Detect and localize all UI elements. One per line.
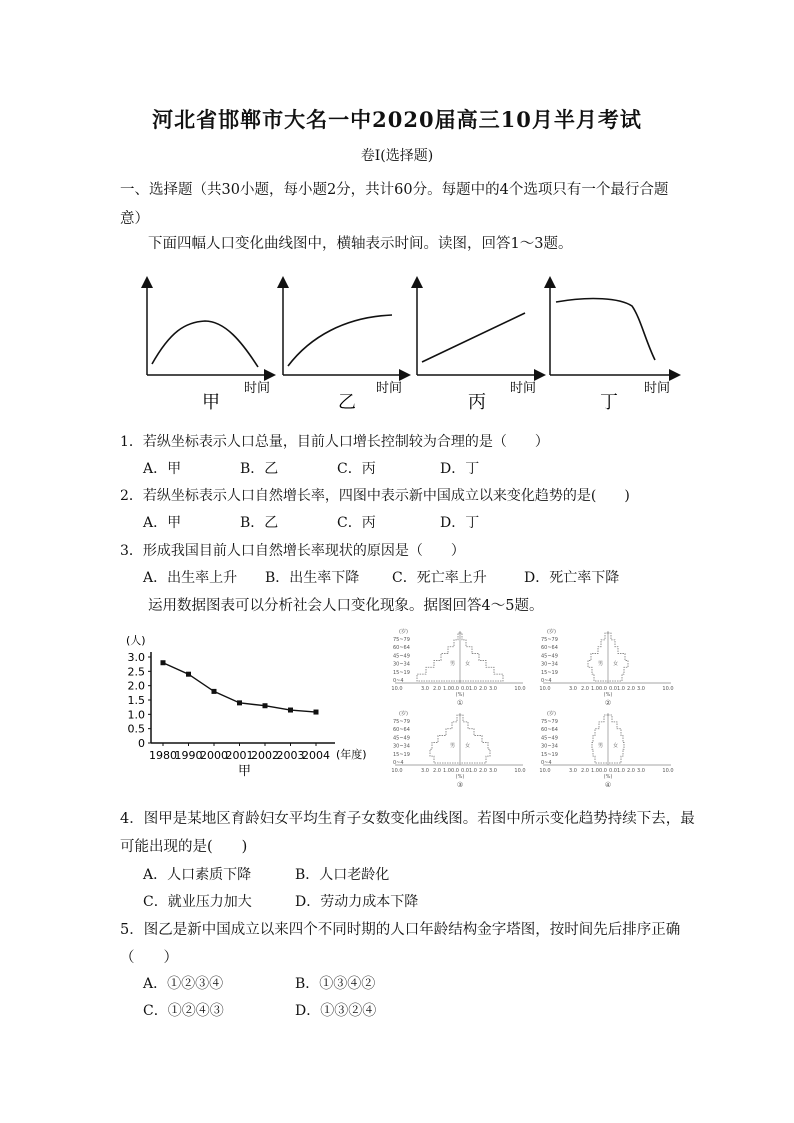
intro-text-1: 下面四幅人口变化曲线图中，横轴表示时间。读图，回答1～3题。 bbox=[148, 236, 573, 252]
pyramid-male-label: 男 bbox=[450, 743, 456, 749]
question-4-stem-line2: 可能出现的是( ) bbox=[120, 839, 248, 855]
section-instruction-line2: 意） bbox=[120, 211, 149, 227]
question-4-option-c[interactable]: C．就业压力加大 bbox=[143, 894, 252, 910]
pyramid-x-tick-label: 3.0 bbox=[569, 686, 577, 692]
chart-data-point bbox=[212, 689, 217, 694]
pyramid-age-label: 15~19 bbox=[541, 669, 558, 676]
chart-x-tick-label: 2001 bbox=[225, 749, 254, 762]
pyramid-number-label: ④ bbox=[604, 781, 612, 789]
pyramid-x-tick-label: 1.0 bbox=[443, 768, 451, 774]
pyramid-x-tick-label: 10.0 bbox=[391, 686, 403, 692]
pyramid-age-label: 0~4 bbox=[541, 678, 552, 684]
curve-chart-jia bbox=[147, 282, 270, 413]
pyramid-axis-unit: (%) bbox=[455, 774, 465, 780]
chart-data-point bbox=[263, 703, 268, 708]
pyramid-axis-unit: (%) bbox=[603, 692, 613, 698]
curve-jia-label: 甲 bbox=[202, 392, 220, 413]
pyramid-age-label: 30~34 bbox=[541, 743, 558, 750]
pyramid-age-label: 60~64 bbox=[541, 645, 558, 652]
question-5-option-b[interactable]: B．①③④② bbox=[295, 976, 376, 992]
question-5-option-c[interactable]: C．①②④③ bbox=[143, 1003, 224, 1019]
curve-ding bbox=[556, 299, 655, 360]
pyramid-male-bars bbox=[592, 715, 608, 763]
pyramid-x-tick-label: 2.0 bbox=[581, 686, 589, 692]
chart-y-tick-label: 0 bbox=[138, 737, 145, 750]
pyramid-x-tick-label: 10.0 bbox=[539, 686, 551, 692]
chart-x-tick-label: 2003 bbox=[276, 749, 305, 762]
curve-jia bbox=[152, 321, 258, 367]
pyramid-x-tick-label: 3.0 bbox=[421, 768, 429, 774]
pyramid-x-tick-label: 2.0 bbox=[581, 768, 589, 774]
curve-yi bbox=[288, 315, 392, 366]
chart-x-tick-label: 1980 bbox=[149, 749, 177, 762]
pyramid-x-tick-label: 0.0 bbox=[461, 686, 469, 692]
pyramid-female-bars bbox=[608, 633, 628, 681]
pyramid-female-bars bbox=[460, 633, 503, 681]
curve-bing-label: 丙 bbox=[468, 392, 486, 413]
question-3-option-b[interactable]: B．出生率下降 bbox=[265, 570, 360, 586]
pyramid-age-label: 45~49 bbox=[393, 735, 410, 742]
pyramid-age-label: 60~64 bbox=[393, 645, 410, 652]
question-2-stem: 2．若纵坐标表示人口自然增长率，四图中表示新中国成立以来变化趋势的是( ) bbox=[120, 488, 630, 504]
pyramid-age-label: 60~64 bbox=[393, 727, 410, 734]
section-instruction-line1: 一、选择题（共30小题，每小题2分，共计60分。每题中的4个选项只有一个最行合题 bbox=[120, 182, 669, 198]
pyramid-axis-unit: (%) bbox=[455, 692, 465, 698]
chart-xlabel: (年度) bbox=[336, 748, 367, 761]
pyramid-female-bars bbox=[608, 715, 624, 763]
pyramid-female-label: 女 bbox=[465, 743, 471, 749]
pyramid-x-tick-label: 10.0 bbox=[514, 768, 526, 774]
chart-x-tick-label: 2004 bbox=[302, 749, 330, 762]
pyramid-x-tick-label: 10.0 bbox=[662, 768, 674, 774]
pyramid-x-tick-label: 1.0 bbox=[591, 768, 599, 774]
chart-x-tick-label: 2000 bbox=[200, 749, 228, 762]
chart-data-point bbox=[161, 660, 166, 665]
question-3-option-d[interactable]: D．死亡率下降 bbox=[524, 570, 620, 586]
pyramid-age-unit: (岁) bbox=[547, 711, 556, 717]
chart-y-tick-label: 0.5 bbox=[127, 722, 145, 736]
question-3-stem: 3．形成我国目前人口自然增长率现状的原因是（ ） bbox=[120, 543, 465, 559]
question-5-stem-line2: （ ） bbox=[120, 950, 178, 966]
question-5-option-d[interactable]: D．①③②④ bbox=[295, 1003, 377, 1019]
chart-data-point bbox=[288, 708, 293, 713]
pyramid-female-label: 女 bbox=[613, 661, 619, 667]
pyramid-number-label: ③ bbox=[456, 781, 464, 789]
chart-y-tick-label: 1.5 bbox=[127, 694, 145, 707]
pyramid-male-label: 男 bbox=[598, 743, 604, 749]
pyramid-x-tick-label: 3.0 bbox=[421, 686, 429, 692]
pyramid-number-label: ② bbox=[604, 699, 612, 707]
pyramid-x-tick-label: 3.0 bbox=[569, 768, 577, 774]
pyramid-age-label: 15~19 bbox=[393, 669, 410, 676]
pyramid-age-unit: (岁) bbox=[399, 711, 408, 717]
question-3-option-c[interactable]: C．死亡率上升 bbox=[392, 570, 487, 586]
pyramid-age-unit: (岁) bbox=[547, 629, 556, 635]
pyramid-male-label: 男 bbox=[598, 661, 604, 667]
curve-chart-yi bbox=[283, 282, 405, 413]
pyramid-x-tick-label: 10.0 bbox=[514, 686, 526, 692]
pyramid-age-label: 30~34 bbox=[393, 661, 410, 668]
population-pyramid-3 bbox=[391, 710, 525, 789]
pyramid-age-label: 45~49 bbox=[393, 653, 410, 660]
question-1-option-d[interactable]: D．丁 bbox=[440, 461, 480, 477]
population-pyramid-4 bbox=[539, 710, 673, 789]
chart-data-point bbox=[314, 710, 319, 715]
pyramid-x-tick-label: 0.0 bbox=[599, 686, 607, 692]
question-4-option-d[interactable]: D．劳动力成本下降 bbox=[295, 894, 419, 910]
section-subtitle: 卷Ⅰ(选择题) bbox=[360, 148, 434, 164]
question-3-option-a[interactable]: A．出生率上升 bbox=[143, 570, 238, 586]
pyramid-x-tick-label: 3.0 bbox=[637, 686, 645, 692]
pyramid-x-tick-label: 1.0 bbox=[469, 686, 477, 692]
question-2-option-a[interactable]: A．甲 bbox=[143, 515, 182, 531]
chart-y-tick-label: 3.0 bbox=[127, 651, 145, 664]
curve-jia-xlabel: 时间 bbox=[244, 381, 271, 396]
question-5-option-a[interactable]: A．①②③④ bbox=[143, 976, 224, 992]
chart-x-tick-label: 1990 bbox=[174, 749, 203, 762]
pyramid-age-label: 0~4 bbox=[393, 760, 404, 766]
pyramid-number-label: ① bbox=[456, 699, 464, 707]
pyramid-x-tick-label: 1.0 bbox=[443, 686, 451, 692]
chart-x-tick-label: 2002 bbox=[251, 749, 279, 762]
pyramid-axis-unit: (%) bbox=[603, 774, 613, 780]
pyramid-x-tick-label: 2.0 bbox=[627, 768, 635, 774]
question-4-stem-line1: 4．图甲是某地区育龄妇女平均生育子女数变化曲线图。若图中所示变化趋势持续下去，最 bbox=[120, 811, 695, 827]
pyramid-male-bars bbox=[430, 715, 460, 763]
pyramid-x-tick-label: 2.0 bbox=[479, 686, 487, 692]
pyramid-male-bars bbox=[588, 633, 608, 681]
pyramid-x-tick-label: 1.0 bbox=[617, 686, 625, 692]
chart-y-tick-label: 2.5 bbox=[127, 665, 145, 679]
pyramid-x-tick-label: 3.0 bbox=[489, 686, 497, 692]
population-pyramids bbox=[385, 625, 675, 789]
pyramid-age-label: 75~79 bbox=[393, 719, 410, 725]
question-1-option-b[interactable]: B．乙 bbox=[240, 461, 279, 477]
pyramid-male-label: 男 bbox=[450, 661, 456, 667]
pyramid-age-label: 60~64 bbox=[541, 727, 558, 734]
pyramid-age-label: 30~34 bbox=[393, 743, 410, 750]
pyramid-age-label: 15~19 bbox=[541, 751, 558, 758]
population-pyramid-2 bbox=[539, 628, 673, 707]
pyramid-age-label: 45~49 bbox=[541, 653, 558, 660]
pyramid-female-label: 女 bbox=[613, 743, 619, 749]
question-1-option-a[interactable]: A．甲 bbox=[143, 461, 182, 477]
pyramid-age-label: 75~79 bbox=[541, 719, 558, 725]
curve-yi-xlabel: 时间 bbox=[376, 381, 403, 396]
pyramid-age-label: 0~4 bbox=[393, 678, 404, 684]
question-1-stem: 1．若纵坐标表示人口总量，目前人口增长控制较为合理的是（ ） bbox=[120, 434, 549, 450]
question-4-option-a[interactable]: A．人口素质下降 bbox=[143, 867, 252, 883]
pyramid-x-tick-label: 3.0 bbox=[489, 768, 497, 774]
pyramid-x-tick-label: 3.0 bbox=[637, 768, 645, 774]
chart-data-point bbox=[186, 672, 191, 677]
curve-ding-label: 丁 bbox=[600, 392, 618, 413]
page-title: 河北省邯郸市大名一中2020届高三10月半月考试 bbox=[152, 107, 642, 132]
pyramid-female-label: 女 bbox=[465, 661, 471, 667]
question-4-option-b[interactable]: B．人口老龄化 bbox=[295, 867, 390, 883]
curve-yi-label: 乙 bbox=[338, 392, 356, 413]
pyramid-age-label: 75~79 bbox=[541, 637, 558, 643]
pyramid-female-bars bbox=[460, 715, 490, 763]
population-pyramid-1 bbox=[391, 628, 525, 707]
chart-ylabel: (人) bbox=[126, 634, 146, 647]
question-1-option-c[interactable]: C．丙 bbox=[337, 461, 376, 477]
pyramid-male-bars bbox=[417, 633, 460, 681]
pyramid-x-tick-label: 0.0 bbox=[461, 768, 469, 774]
pyramid-x-tick-label: 10.0 bbox=[662, 686, 674, 692]
curve-chart-bing bbox=[417, 282, 540, 413]
pyramid-x-tick-label: 0.0 bbox=[451, 686, 459, 692]
chart-y-tick-label: 2.0 bbox=[127, 679, 145, 693]
pyramid-age-label: 30~34 bbox=[541, 661, 558, 668]
curve-chart-ding bbox=[550, 282, 675, 413]
curve-bing bbox=[422, 313, 525, 362]
pyramid-x-tick-label: 2.0 bbox=[627, 686, 635, 692]
pyramid-age-label: 0~4 bbox=[541, 760, 552, 766]
question-5-stem-line1: 5．图乙是新中国成立以来四个不同时期的人口年龄结构金字塔图，按时间先后排序正确 bbox=[120, 922, 681, 938]
pyramid-x-tick-label: 0.0 bbox=[451, 768, 459, 774]
pyramid-x-tick-label: 1.0 bbox=[617, 768, 625, 774]
pyramid-age-unit: (岁) bbox=[399, 629, 408, 635]
pyramid-x-tick-label: 2.0 bbox=[433, 686, 441, 692]
curve-ding-xlabel: 时间 bbox=[644, 381, 671, 396]
fertility-line-chart bbox=[120, 630, 382, 780]
question-2-option-d[interactable]: D．丁 bbox=[440, 515, 480, 531]
pyramid-x-tick-label: 0.0 bbox=[599, 768, 607, 774]
question-2-option-b[interactable]: B．乙 bbox=[240, 515, 279, 531]
chart-data-point bbox=[237, 700, 242, 705]
curve-bing-xlabel: 时间 bbox=[510, 381, 537, 396]
question-2-option-c[interactable]: C．丙 bbox=[337, 515, 376, 531]
pyramid-x-tick-label: 1.0 bbox=[591, 686, 599, 692]
chart-caption: 甲 bbox=[238, 764, 252, 779]
pyramid-age-label: 15~19 bbox=[393, 751, 410, 758]
pyramid-x-tick-label: 10.0 bbox=[391, 768, 403, 774]
pyramid-age-label: 45~49 bbox=[541, 735, 558, 742]
chart-y-tick-label: 1.0 bbox=[127, 708, 145, 722]
pyramid-x-tick-label: 1.0 bbox=[469, 768, 477, 774]
pyramid-x-tick-label: 0.0 bbox=[609, 686, 617, 692]
pyramid-x-tick-label: 2.0 bbox=[479, 768, 487, 774]
pyramid-x-tick-label: 0.0 bbox=[609, 768, 617, 774]
pyramid-age-label: 75~79 bbox=[393, 637, 410, 643]
intro-text-2: 运用数据图表可以分析社会人口变化现象。据图回答4～5题。 bbox=[148, 598, 544, 614]
pyramid-x-tick-label: 2.0 bbox=[433, 768, 441, 774]
pyramid-x-tick-label: 10.0 bbox=[539, 768, 551, 774]
curve-figures bbox=[130, 272, 690, 422]
